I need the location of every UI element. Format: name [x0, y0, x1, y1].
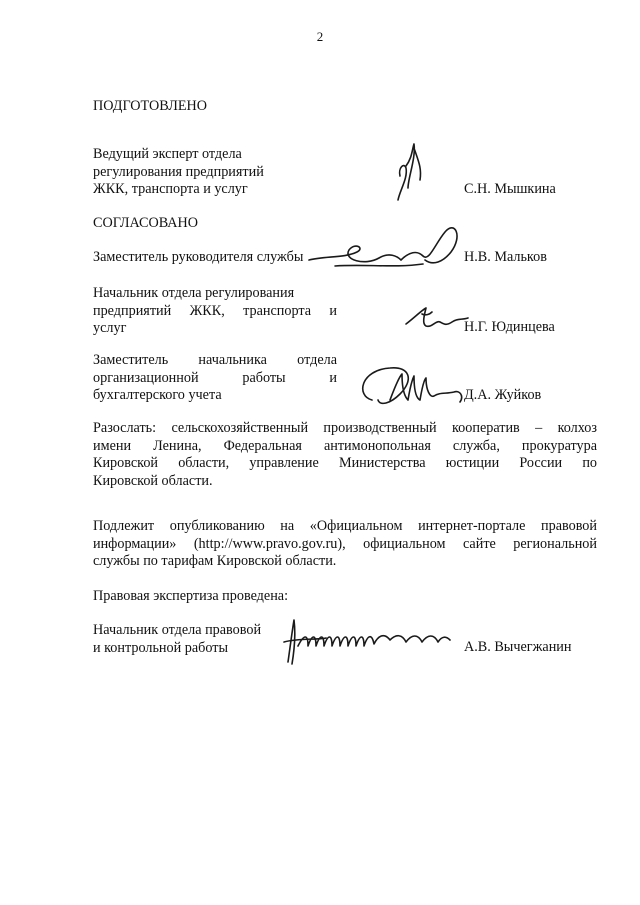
- page-number: 2: [316, 29, 324, 44]
- legal-review-name: А.В. Вычегжанин: [464, 639, 572, 655]
- prepared-position-line: Ведущий эксперт отдела: [93, 146, 242, 162]
- prepared-position-line: регулирования предприятий: [93, 163, 264, 180]
- signer1-position: Заместитель руководителя службы: [93, 249, 304, 265]
- prepared-name: С.Н. Мышкина: [464, 181, 556, 197]
- distribution-line: Кировской области.: [93, 472, 213, 489]
- distribution-line: Кировской области, управление Министерства юстиции России по: [93, 455, 597, 471]
- agreed-heading: СОГЛАСОВАНО: [93, 215, 199, 231]
- prepared-position: [93, 146, 293, 199]
- distribution-line: Разослать: сельскохозяйственный производственный кооператив – колхоз: [93, 420, 597, 436]
- signer3-position-line: бухгалтерского учета: [93, 387, 222, 403]
- signature-vychegzhanin: [278, 612, 458, 672]
- legal-review-position-line: Начальник отдела правовой: [93, 622, 262, 638]
- distribution-line: имени Ленина, Федеральная антимонопольная служба, прокуратура: [93, 437, 597, 454]
- distribution-block: [93, 420, 597, 490]
- legal-review-position: [93, 622, 293, 657]
- signer3-position-line: организационной работы и: [93, 369, 337, 386]
- signer2-name: Н.Г. Юдинцева: [464, 319, 555, 335]
- legal-review-position-line: и контрольной работы: [93, 639, 228, 656]
- signer2-position-line: услуг: [93, 320, 127, 336]
- signature-malkov: [305, 222, 465, 282]
- signer3-position-line: Заместитель начальника отдела: [93, 352, 337, 368]
- signer3-position: [93, 352, 337, 405]
- signer2-position: [93, 285, 337, 338]
- prepared-heading: ПОДГОТОВЛЕНО: [93, 98, 207, 114]
- signer2-position-line: Начальник отдела регулирования: [93, 285, 295, 301]
- publication-line: информации» (http://www.pravo.gov.ru), официальном сайте региональной: [93, 535, 597, 552]
- signature-yudintseva: [402, 302, 472, 342]
- publication-line: службы по тарифам Кировской области.: [93, 553, 337, 569]
- signer3-name: Д.А. Жуйков: [464, 387, 542, 403]
- signature-zhuikov: [350, 360, 470, 416]
- signature-myshkina: [378, 138, 438, 208]
- prepared-position-line: ЖКК, транспорта и услуг: [93, 181, 248, 197]
- signer2-position-line: предприятий ЖКК, транспорта и: [93, 302, 337, 319]
- publication-block: [93, 518, 597, 571]
- signer1-name: Н.В. Мальков: [464, 249, 547, 265]
- publication-line: Подлежит опубликованию на «Официальном интернет-портале правовой: [93, 518, 597, 534]
- legal-review-text: Правовая экспертиза проведена:: [93, 588, 289, 604]
